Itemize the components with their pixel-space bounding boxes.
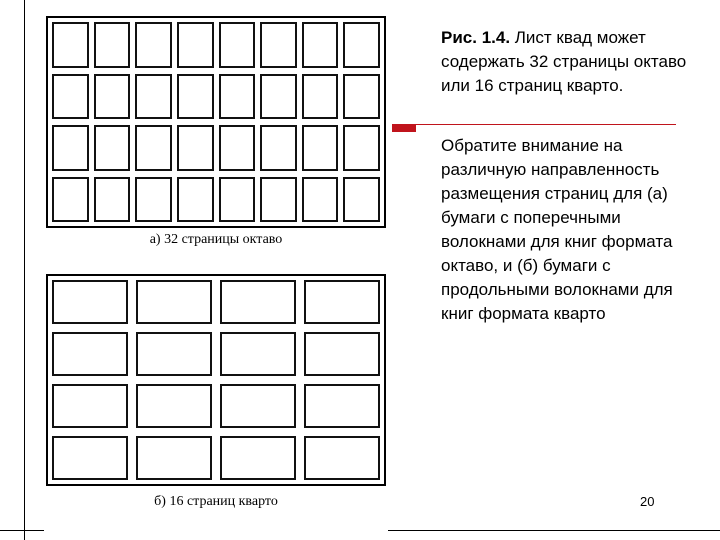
octavo-page <box>94 177 131 223</box>
slide-number: 20 <box>640 494 655 509</box>
quarto-page <box>52 332 128 376</box>
quarto-page <box>220 384 296 428</box>
octavo-page <box>343 125 380 171</box>
octavo-page <box>260 22 297 68</box>
octavo-page <box>177 125 214 171</box>
quarto-page <box>136 436 212 480</box>
octavo-page <box>177 22 214 68</box>
octavo-page <box>94 125 131 171</box>
sheet-quarto <box>46 274 386 486</box>
figure-caption-text <box>441 26 703 98</box>
sheet-octavo <box>46 16 386 228</box>
quarto-page <box>52 384 128 428</box>
octavo-page <box>135 125 172 171</box>
caption-quarto: б) 16 страниц кварто <box>154 494 278 509</box>
quarto-page <box>52 436 128 480</box>
quarto-page <box>220 280 296 324</box>
quarto-page <box>304 332 380 376</box>
octavo-page <box>135 22 172 68</box>
octavo-page <box>302 22 339 68</box>
quarto-page <box>52 280 128 324</box>
octavo-page <box>260 125 297 171</box>
page-grid-octavo <box>52 22 380 222</box>
figure-panel-quarto <box>44 272 388 534</box>
octavo-page <box>135 74 172 120</box>
body-text: Обратите внимание на различную направленность размещения страниц для (а) бумаги с поперечными волокнами для книг формата октаво, и (б) бумаги с продольными волокнами для книг формата кварто <box>441 136 673 323</box>
octavo-page <box>177 177 214 223</box>
figure-panel-octavo <box>44 14 388 260</box>
page-grid-quarto <box>52 280 380 480</box>
octavo-page <box>94 74 131 120</box>
quarto-page <box>136 280 212 324</box>
octavo-page <box>343 177 380 223</box>
octavo-page <box>302 125 339 171</box>
octavo-page <box>219 74 256 120</box>
octavo-page <box>52 177 89 223</box>
octavo-page <box>302 74 339 120</box>
octavo-page <box>343 74 380 120</box>
quarto-page <box>136 384 212 428</box>
quarto-page <box>220 332 296 376</box>
accent-bar <box>392 124 416 132</box>
octavo-page <box>135 177 172 223</box>
octavo-page <box>219 177 256 223</box>
octavo-page <box>52 74 89 120</box>
quarto-page <box>220 436 296 480</box>
octavo-page <box>302 177 339 223</box>
octavo-page <box>177 74 214 120</box>
octavo-page <box>219 125 256 171</box>
quarto-page <box>136 332 212 376</box>
left-border-line <box>24 0 25 540</box>
quarto-page <box>304 280 380 324</box>
octavo-page <box>260 177 297 223</box>
octavo-page <box>343 22 380 68</box>
octavo-page <box>260 74 297 120</box>
quarto-page <box>304 384 380 428</box>
octavo-page <box>52 22 89 68</box>
figure-label: Рис. 1.4. <box>441 28 511 47</box>
octavo-page <box>52 125 89 171</box>
figure-description: Лист квад может содержать 32 страницы октаво или 16 страниц кварто. <box>441 28 687 95</box>
accent-line <box>416 124 676 125</box>
octavo-page <box>94 22 131 68</box>
quarto-page <box>304 436 380 480</box>
caption-octavo: а) 32 страницы октаво <box>149 232 283 247</box>
octavo-page <box>219 22 256 68</box>
